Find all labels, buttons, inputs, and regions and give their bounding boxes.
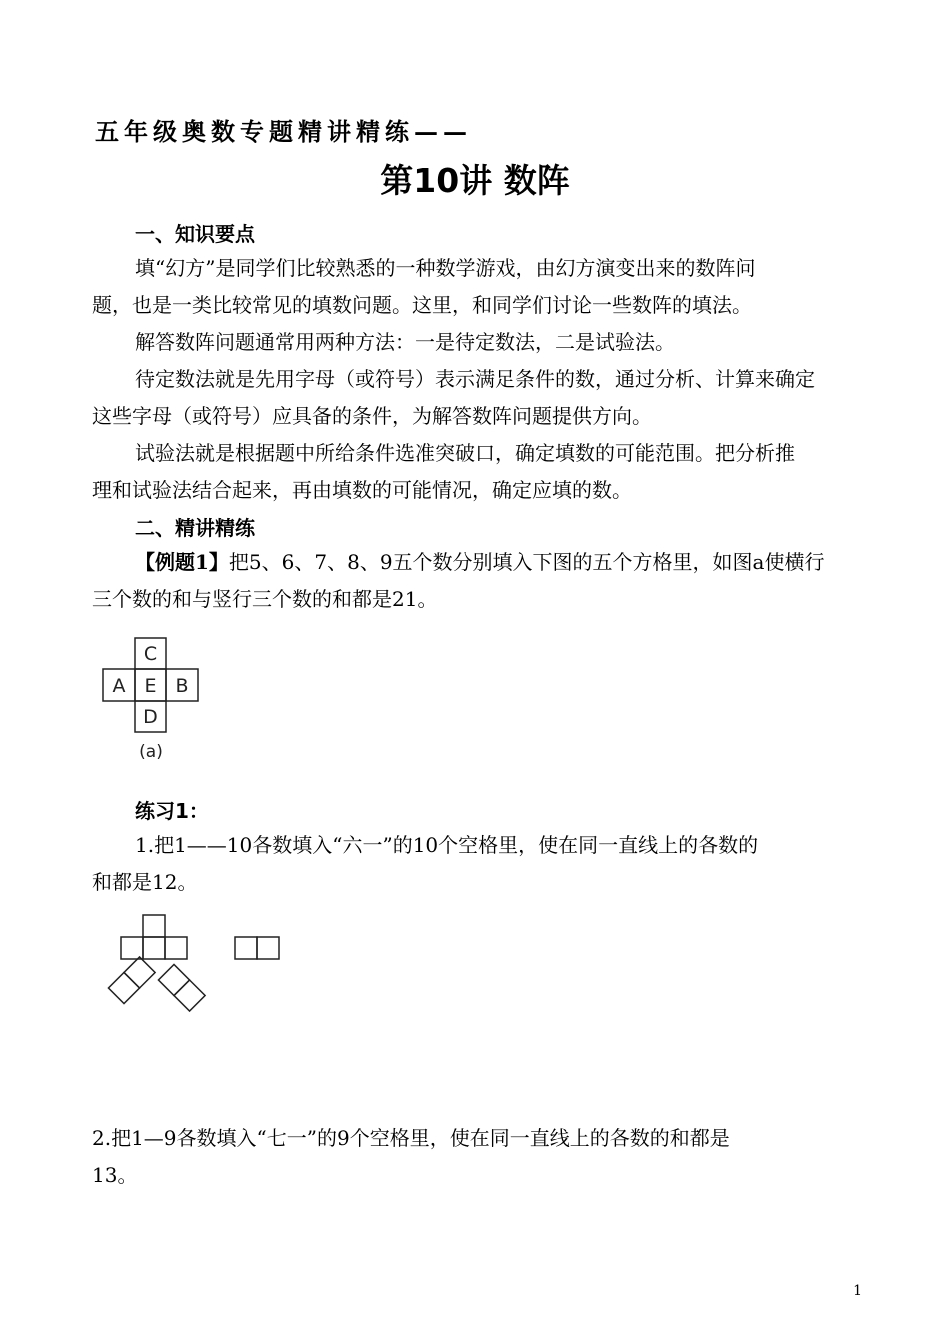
cell-d-label: D bbox=[143, 706, 158, 728]
grid-cell bbox=[158, 964, 189, 995]
paragraph-3-line-2: 这些字母（或符号）应具备的条件，为解答数阵问题提供方向。 bbox=[92, 404, 652, 428]
question-2-line-2: 13。 bbox=[92, 1163, 138, 1187]
series-title: 五年级奥数专题精讲精练—— bbox=[95, 117, 472, 146]
example-1-line-1 bbox=[135, 544, 824, 581]
grid-cell bbox=[108, 972, 139, 1003]
cell-c-label: C bbox=[143, 643, 158, 665]
diamond-right bbox=[158, 964, 205, 1011]
example-1-text: 把5、6、7、8、9五个数分别填入下图的五个方格里，如图a使横行 bbox=[228, 550, 825, 574]
paragraph-4-line-1: 试验法就是根据题中所给条件选准突破口，确定填数的可能范围。把分析推 bbox=[135, 441, 795, 465]
question-1-line-1: 1.把1——10各数填入“六一”的10个空格里，使在同一直线上的各数的 bbox=[135, 833, 759, 857]
cell-b-label: B bbox=[175, 675, 189, 697]
paragraph-1-line-1: 填“幻方”是同学们比较熟悉的一种数学游戏，由幻方演变出来的数阵问 bbox=[135, 256, 756, 280]
paragraph-2: 解答数阵问题通常用两种方法：一是待定数法，二是试验法。 bbox=[135, 330, 675, 354]
question-1-line-2: 和都是12。 bbox=[92, 870, 198, 894]
section-heading-knowledge: 一、知识要点 bbox=[135, 222, 255, 246]
grid-cell bbox=[143, 937, 165, 959]
figure-a-caption: (a) bbox=[139, 742, 163, 762]
figure-a-cross-grid bbox=[103, 638, 203, 768]
paragraph-4-line-2: 理和试验法结合起来，再由填数的可能情况，确定应填的数。 bbox=[92, 478, 632, 502]
grid-cell bbox=[165, 937, 187, 959]
section-heading-practice: 二、精讲精练 bbox=[135, 516, 255, 540]
figure-liu-yi-grid bbox=[98, 910, 298, 1020]
grid-cell bbox=[143, 915, 165, 937]
cell-a-label: A bbox=[112, 675, 126, 697]
page-title: 第10讲 数阵 bbox=[380, 161, 570, 200]
paragraph-1-line-2: 题，也是一类比较常见的填数问题。这里，和同学们讨论一些数阵的填法。 bbox=[92, 293, 752, 317]
grid-cell bbox=[121, 937, 143, 959]
grid-cell bbox=[257, 937, 279, 959]
question-2-line-1: 2.把1—9各数填入“七一”的9个空格里，使在同一直线上的各数的和都是 bbox=[92, 1126, 730, 1150]
page-number: 1 bbox=[853, 1283, 862, 1299]
grid-cell bbox=[124, 957, 155, 988]
example-1-line-2: 三个数的和与竖行三个数的和都是21。 bbox=[92, 587, 438, 611]
paragraph-3-line-1: 待定数法就是先用字母（或符号）表示满足条件的数，通过分析、计算来确定 bbox=[135, 367, 815, 391]
example-1-label: 【例题1】 bbox=[135, 550, 229, 574]
diamond-left bbox=[108, 957, 155, 1004]
practice-heading: 练习1： bbox=[135, 799, 209, 823]
grid-cell bbox=[235, 937, 257, 959]
cell-e-label: E bbox=[144, 675, 157, 697]
grid-cell bbox=[174, 980, 205, 1011]
